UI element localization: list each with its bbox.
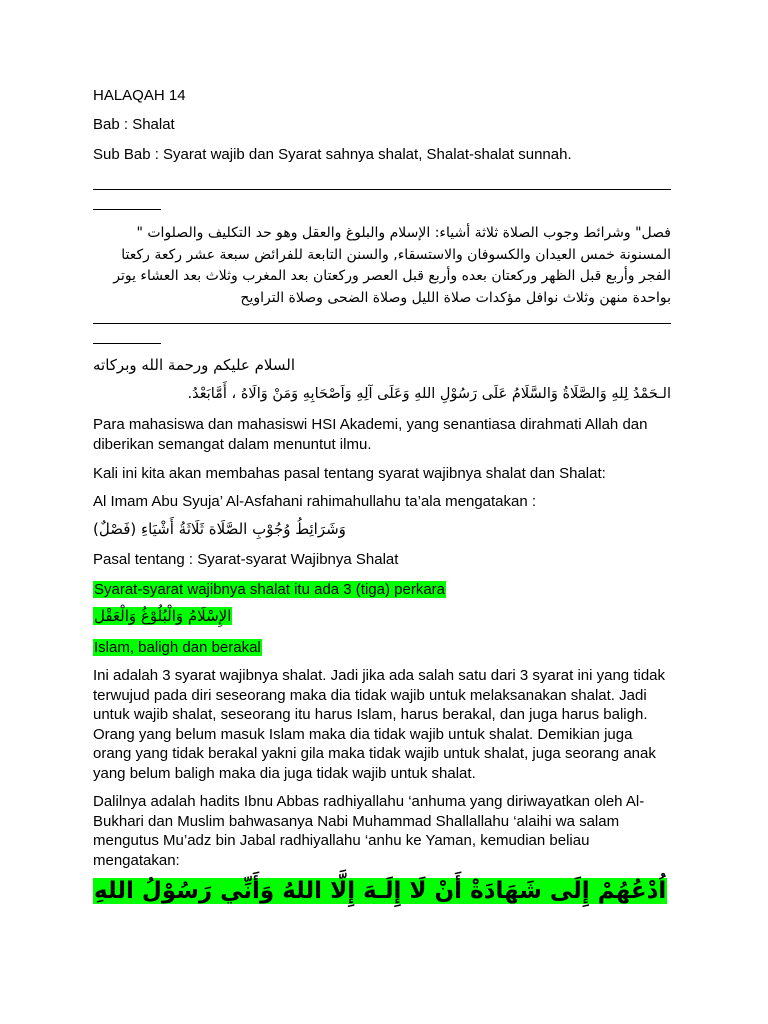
arabic-matn-line bbox=[93, 520, 346, 539]
document-title: HALAQAH 14 bbox=[93, 87, 186, 104]
greeting-paragraph: Para mahasiswa dan mahasiswi HSI Akademi, yang senantiasa dirahmati Allah dan diberikan semangat dalam menuntut ilmu. bbox=[93, 416, 648, 453]
divider-line bbox=[93, 189, 671, 190]
salam-greeting bbox=[93, 356, 295, 375]
highlight-conditions-count: Syarat-syarat wajibnya shalat itu ada 3 (tiga) perkara bbox=[94, 581, 446, 598]
bab-label: Bab : Shalat bbox=[93, 116, 175, 133]
highlight-arabic-line bbox=[93, 607, 232, 626]
hamdalah-line: الـحَمْدُ لِلهِ وَالصَّلَاةُ وَالسَّلَامُ عَلَى رَسُوْلِ اللهِ وَعَلَى آلِهِ وَاَصْحَابِهِ وَمَنْ وَالَاهُ ، أَمَّابَعْدُ. bbox=[187, 386, 671, 402]
highlight-line-1 bbox=[93, 580, 671, 599]
highlight-arabic-conditions: الإِسْلَامُ وَالْبُلُوْغُ وَالْعَقْل bbox=[94, 607, 232, 625]
divider-line-tail bbox=[93, 343, 161, 344]
dalil-paragraph: Dalilnya adalah hadits Ibnu Abbas radhiyallahu ‘anhuma yang diriwayatkan oleh Al-Bukhari dan Muslim bahwasanya Nabi Muhammad Shallallahu ‘alaihi wa salam mengutus Mu’adz bin Jabal radhiyallahu ‘anhu ke Yaman, kemudian beliau mengatakan: bbox=[93, 793, 645, 869]
salam-text: السلام عليكم ورحمة الله وبركاته bbox=[93, 356, 295, 374]
sub-bab-label: Sub Bab : Syarat wajib dan Syarat sahnya shalat, Shalat-shalat sunnah. bbox=[93, 146, 572, 163]
imam-quote: Al Imam Abu Syuja’ Al-Asfahani rahimahullahu ta’ala mengatakan : bbox=[93, 493, 537, 510]
arabic-text-block: فصل" وشرائط وجوب الصلاة ثلاثة أشياء: الإسلام والبلوغ والعقل وهو حد التكليف والصلوات " المسنونة خمس العيدان والكسوفان والاستسقاء, والسنن التابعة للفرائض سبعة عشر ركعة ركعتا الفجر وأربع قبل الظهر وركعتان بعده وأربع قبل العصر وركعتان بعد المغرب وثلاث بعد العشاء يوتر بواحدة منهن وثلاث نوافل مؤكدات صلاة الليل وصلاة الضحى وصلاة التراويح bbox=[113, 225, 671, 306]
hadith-arabic-line bbox=[93, 876, 667, 906]
arabic-matn: وَشَرَائِطُ وُجُوْبِ الصَّلَاة ثَلَاثَةُ أَشْيَاءِ (فَصْلٌ) bbox=[93, 520, 346, 538]
highlight-line-2 bbox=[93, 638, 671, 657]
divider-line-tail bbox=[93, 209, 161, 210]
highlight-conditions-list: Islam, baligh dan berakal bbox=[94, 639, 261, 656]
divider-line bbox=[93, 323, 671, 324]
pasal-title: Pasal tentang : Syarat-syarat Wajibnya Shalat bbox=[93, 551, 399, 568]
intro-paragraph: Kali ini kita akan membahas pasal tentang syarat wajibnya shalat dan Shalat: bbox=[93, 465, 606, 482]
explanation-paragraph: Ini adalah 3 syarat wajibnya shalat. Jadi jika ada salah satu dari 3 syarat ini yang tidak terwujud pada diri seseorang maka dia tidak wajib untuk melaksanakan shalat. Jadi untuk wajib shalat, seseorang itu harus Islam, harus berakal, dan juga harus baligh. Orang yang belum masuk Islam maka dia tidak wajib untuk shalat. Demikian juga orang yang tidak berakal yakni gila maka tidak wajib untuk shalat, juga seorang anak yang belum baligh maka dia juga tidak wajib untuk shalat. bbox=[93, 667, 665, 782]
hadith-arabic: اُدْعُهُمْ إِلَى شَهَادَةْ أَنْ لَا إِلَـهَ إِلَّا اللهُ وَأَنِّي رَسُوْلُ اللهِ bbox=[94, 878, 667, 904]
